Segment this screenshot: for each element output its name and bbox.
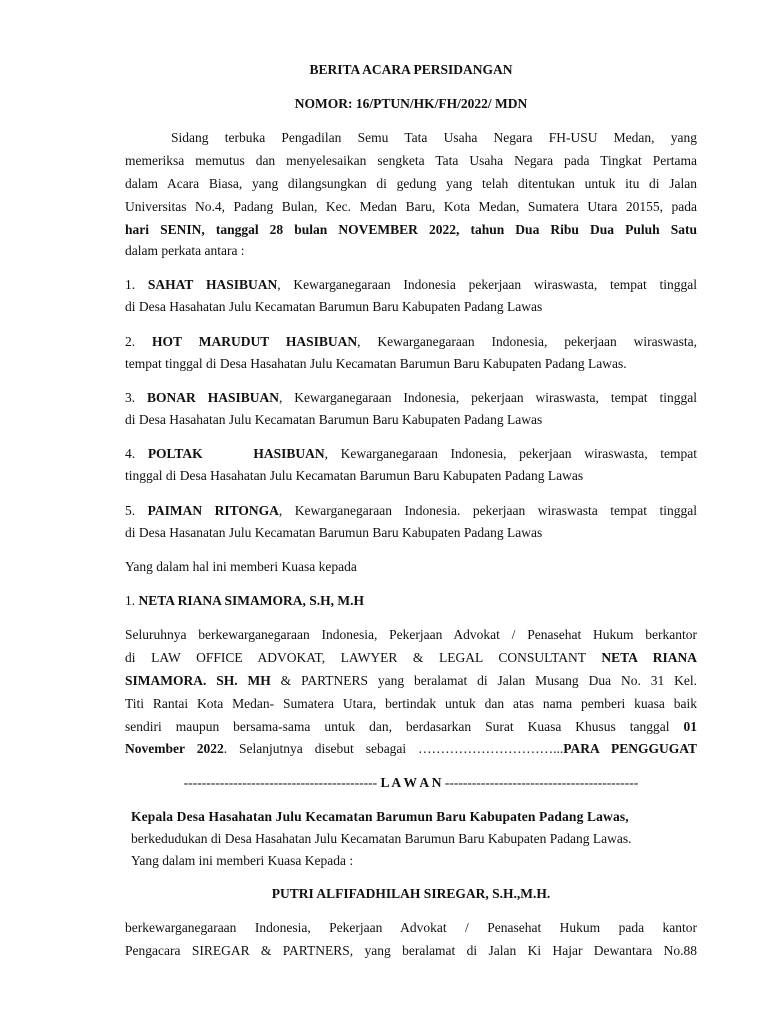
kuasa-intro: Yang dalam hal ini memberi Kuasa kepada — [125, 559, 357, 574]
advokat-line-4: Titi Rantai Kota Medan- Sumatera Utara, bertindak untuk dan atas nama pemberi kuasa baik — [125, 696, 697, 711]
kuasa-name: 1. NETA RIANA SIMAMORA, S.H, M.H — [125, 593, 365, 608]
lawan-label: L A W A N — [380, 775, 442, 790]
opening-line-3: dalam Acara Biasa, yang dilangsungkan di gedung yang telah ditentukan untuk itu di Jalan — [125, 176, 697, 191]
party-3-line-2: di Desa Hasahatan Julu Kecamatan Barumun Baru Kabupaten Padang Lawas — [125, 412, 543, 427]
document-title: BERITA ACARA PERSIDANGAN — [309, 62, 513, 77]
party-2-line-1: 2. HOT MARUDUT HASIBUAN, Kewarganegaraan Indonesia, pekerjaan wiraswasta, — [125, 334, 697, 349]
tergugat-kuasa-name: PUTRI ALFIFADHILAH SIREGAR, S.H.,M.H. — [271, 886, 551, 901]
closing-line-2: Pengacara SIREGAR & PARTNERS, yang beralamat di Jalan Ki Hajar Dewantara No.88 — [125, 943, 697, 958]
advokat-line-3: SIMAMORA. SH. MH & PARTNERS yang beralamat di Jalan Musang Dua No. 31 Kel. — [125, 673, 697, 688]
document-number: NOMOR: 16/PTUN/HK/FH/2022/ MDN — [294, 96, 528, 111]
advokat-line-1: Seluruhnya berkewarganegaraan Indonesia, Pekerjaan Advokat / Penasehat Hukum berkantor — [125, 627, 697, 642]
opening-line-5: hari SENIN, tanggal 28 bulan NOVEMBER 2022, tahun Dua Ribu Dua Puluh Satu — [125, 222, 697, 237]
party-3-line-1: 3. BONAR HASIBUAN, Kewarganegaraan Indonesia, pekerjaan wiraswasta, tempat tinggal — [125, 390, 697, 405]
advokat-line-2: di LAW OFFICE ADVOKAT, LAWYER & LEGAL CONSULTANT NETA RIANA — [125, 650, 697, 665]
party-1-line-2: di Desa Hasahatan Julu Kecamatan Barumun Baru Kabupaten Padang Lawas — [125, 299, 543, 314]
tergugat-line-2: berkedudukan di Desa Hasahatan Julu Kecamatan Barumun Baru Kabupaten Padang Lawas. — [131, 831, 632, 846]
party-4-line-1: 4. POLTAK HASIBUAN, Kewarganegaraan Indonesia, pekerjaan wiraswasta, tempat — [125, 446, 698, 461]
party-1-line-1: 1. SAHAT HASIBUAN, Kewarganegaraan Indonesia pekerjaan wiraswasta, tempat tinggal — [125, 277, 697, 292]
opening-line-4: Universitas No.4, Padang Bulan, Kec. Medan Baru, Kota Medan, Sumatera Utara 20155, pada — [125, 199, 697, 214]
party-4-line-2: tinggal di Desa Hasahatan Julu Kecamatan Barumun Baru Kabupaten Padang Lawas — [125, 468, 584, 483]
party-2-line-2: tempat tinggal di Desa Hasahatan Julu Kecamatan Barumun Baru Kabupaten Padang Lawas. — [125, 356, 627, 371]
advokat-line-5: sendiri maupun bersama-sama untuk dan, berdasarkan Surat Kuasa Khusus tanggal 01 — [125, 719, 697, 734]
opening-line-1: Sidang terbuka Pengadilan Semu Tata Usaha Negara FH-USU Medan, yang — [171, 130, 697, 145]
tergugat-line-3: Yang dalam ini memberi Kuasa Kepada : — [131, 853, 354, 868]
closing-line-1: berkewarganegaraan Indonesia, Pekerjaan Advokat / Penasehat Hukum pada kantor — [125, 920, 697, 935]
tergugat-line-1: Kepala Desa Hasahatan Julu Kecamatan Barumun Baru Kabupaten Padang Lawas, — [131, 809, 629, 824]
party-5-line-1: 5. PAIMAN RITONGA, Kewarganegaraan Indonesia. pekerjaan wiraswasta tempat tinggal — [125, 503, 697, 518]
opening-line-2: memeriksa memutus dan menyelesaikan sengketa Tata Usaha Negara pada Tingkat Pertama — [125, 153, 697, 168]
party-5-line-2: di Desa Hasanatan Julu Kecamatan Barumun Baru Kabupaten Padang Lawas — [125, 525, 543, 540]
lawan-divider: ------------------------------------------- L A W A N ------------------------------------------- — [183, 775, 639, 790]
opening-line-6: dalam perkata antara : — [125, 243, 245, 258]
advokat-line-6: November 2022. Selanjutnya disebut sebagai …………………………...PARA PENGGUGAT — [125, 741, 697, 756]
